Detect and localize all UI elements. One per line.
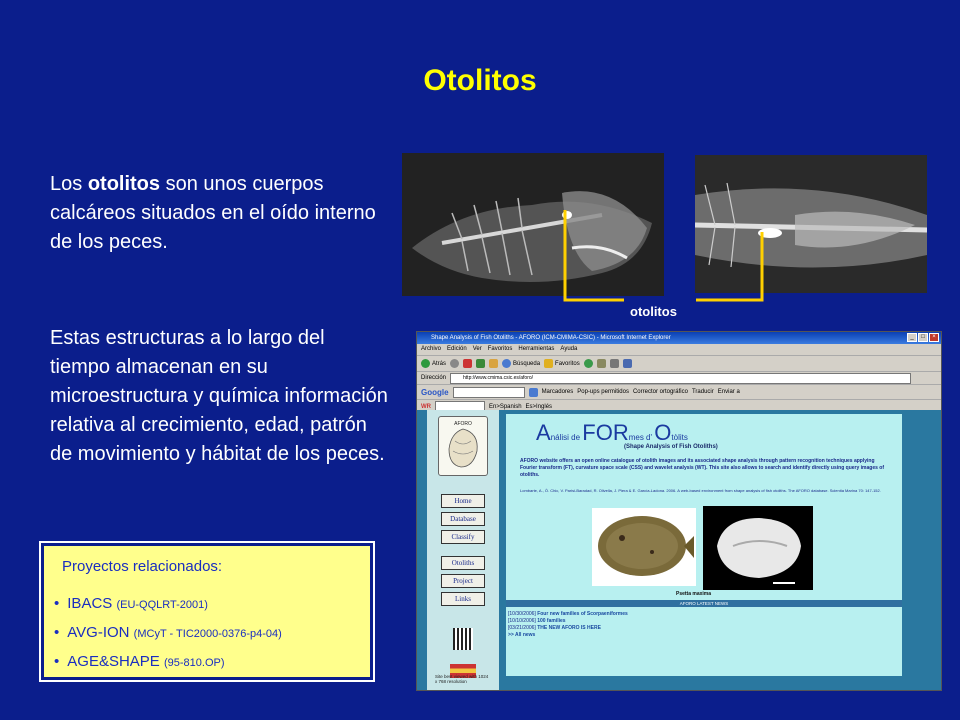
mail-icon[interactable] bbox=[597, 359, 606, 368]
news-list bbox=[508, 611, 628, 639]
site-footer-note: Site best viewed with 1024 x 768 resolution bbox=[435, 674, 489, 684]
nav-home[interactable]: Home bbox=[441, 494, 485, 508]
menu-ayuda[interactable]: Ayuda bbox=[560, 346, 578, 352]
menu-ver[interactable]: Ver bbox=[472, 346, 482, 352]
browser-titlebar: Shape Analysis of Fish Otoliths - AFORO (ICM-CMIMA-CSIC) - Microsoft Internet Explorer _ □ × bbox=[417, 332, 941, 344]
flatfish-photo bbox=[592, 508, 696, 586]
star-icon bbox=[544, 359, 553, 368]
search-icon bbox=[502, 359, 511, 368]
favorites-button[interactable]: Favoritos bbox=[544, 359, 580, 368]
fish-xray-side bbox=[402, 153, 664, 296]
google-logo: Google bbox=[421, 387, 449, 397]
projects-box bbox=[41, 543, 373, 680]
back-button[interactable]: Atrás bbox=[421, 359, 446, 368]
minimize-icon[interactable]: _ bbox=[907, 333, 917, 342]
bookmarks-button[interactable]: Marcadores bbox=[541, 389, 574, 395]
intro-text: Los otolitos son unos cuerpos calcáreos situados en el oído interno de los peces. bbox=[50, 173, 376, 253]
news-item[interactable]: >> All news bbox=[508, 632, 536, 638]
news-header: AFORO LATEST NEWS bbox=[506, 600, 902, 607]
projects-list bbox=[54, 590, 282, 677]
aforo-website bbox=[417, 410, 942, 691]
address-label: Dirección bbox=[421, 375, 447, 381]
search-button[interactable]: Búsqueda bbox=[502, 359, 540, 368]
menu-herramientas[interactable]: Herramientas bbox=[518, 346, 555, 352]
spell-check-button[interactable]: Corrector ortográfico bbox=[632, 389, 688, 395]
project-item: • IBACS (EU-QQLRT-2001) bbox=[54, 590, 282, 619]
aforo-subtitle: (Shape Analysis of Fish Otoliths) bbox=[624, 444, 718, 450]
back-arrow-icon bbox=[421, 359, 430, 368]
close-icon[interactable]: × bbox=[929, 333, 939, 342]
otolith-photo bbox=[703, 506, 813, 590]
wr-logo: WR bbox=[421, 403, 431, 410]
otolitos-bold: otolitos bbox=[87, 173, 161, 195]
google-search-input[interactable] bbox=[453, 387, 525, 398]
project-item: • AGE&SHAPE (95-810.OP) bbox=[54, 648, 282, 677]
site-sidebar bbox=[427, 410, 499, 691]
otolitos-label: otolitos bbox=[630, 304, 677, 319]
news-item[interactable]: [10/10/2006] 100 families bbox=[508, 618, 566, 624]
browser-menubar bbox=[417, 344, 941, 356]
site-citation: Lombarte, A., Ò. Chic, V. Parisi-Baradad, R. Olivella, J. Piera & E. García-Ladona. 2006. A web-based environment from shape analysis of fish otoliths. The AFORO database. Scientia Marina 70: 147-152. bbox=[520, 488, 881, 493]
browser-toolbar bbox=[417, 356, 941, 372]
history-icon[interactable] bbox=[584, 359, 593, 368]
send-to-button[interactable]: Enviar a bbox=[717, 389, 740, 395]
csic-logo bbox=[453, 628, 473, 650]
slide-title: Otolitos bbox=[423, 64, 537, 97]
nav-otoliths[interactable]: Otoliths bbox=[441, 556, 485, 570]
menu-archivo[interactable]: Archivo bbox=[421, 346, 442, 352]
edit-icon[interactable] bbox=[623, 359, 632, 368]
news-item[interactable]: [10/30/2006] Four new families of Scorpaeniformes bbox=[508, 611, 628, 617]
nav-project[interactable]: Project bbox=[441, 574, 485, 588]
forward-arrow-icon[interactable] bbox=[450, 359, 459, 368]
nav-classify[interactable]: Classify bbox=[441, 530, 485, 544]
fish-caption: Psetta maxima bbox=[676, 591, 712, 597]
google-toolbar bbox=[417, 385, 941, 400]
en-spanish-button[interactable]: En>Spanish bbox=[489, 403, 522, 410]
description-paragraph: Estas estructuras a lo largo del tiempo almacenan en su microestructura y química información relativa al crecimiento, edad, patrón de movimiento y hábitat de los peces. bbox=[50, 327, 388, 465]
popups-button[interactable]: Pop-ups permitidos bbox=[577, 389, 629, 395]
projects-heading: Proyectos relacionados: bbox=[62, 558, 223, 575]
nav-links[interactable]: Links bbox=[441, 592, 485, 606]
nav-database[interactable]: Database bbox=[441, 512, 485, 526]
address-input[interactable]: http://www.cmima.csic.es/aforo/ bbox=[450, 373, 911, 384]
address-bar bbox=[417, 372, 941, 385]
browser-screenshot bbox=[416, 331, 942, 691]
news-item[interactable]: [03/21/2006] THE NEW AFORO IS HERE bbox=[508, 625, 601, 631]
menu-edicion[interactable]: Edición bbox=[447, 346, 467, 352]
home-icon[interactable] bbox=[489, 359, 498, 368]
fish-xray-top bbox=[695, 155, 927, 293]
project-item: • AVG-ION (MCyT - TIC2000-0376-p4-04) bbox=[54, 619, 282, 648]
aforo-brand: Análisi de FORmes d' Otòlits bbox=[536, 420, 688, 445]
menu-favoritos[interactable]: Favoritos bbox=[487, 346, 513, 352]
google-search-icon[interactable] bbox=[529, 388, 538, 397]
translate-button[interactable]: Traducir bbox=[691, 389, 714, 395]
aforo-logo: AFORO bbox=[438, 416, 488, 476]
print-icon[interactable] bbox=[610, 359, 619, 368]
es-ingles-button[interactable]: Es>Inglés bbox=[525, 403, 553, 410]
site-description: AFORO website offers an open online catalogue of otolith images and its associated shape analysis through pattern recognition techniques applying Fourier transform (FT), curvature space scale (CSS) and wavelet analysis (WT). This site also allows to search and identify directly using query images of otoliths. bbox=[520, 458, 884, 478]
site-main bbox=[506, 414, 902, 676]
maximize-icon[interactable]: □ bbox=[918, 333, 928, 342]
refresh-icon[interactable] bbox=[476, 359, 485, 368]
stop-icon[interactable] bbox=[463, 359, 472, 368]
